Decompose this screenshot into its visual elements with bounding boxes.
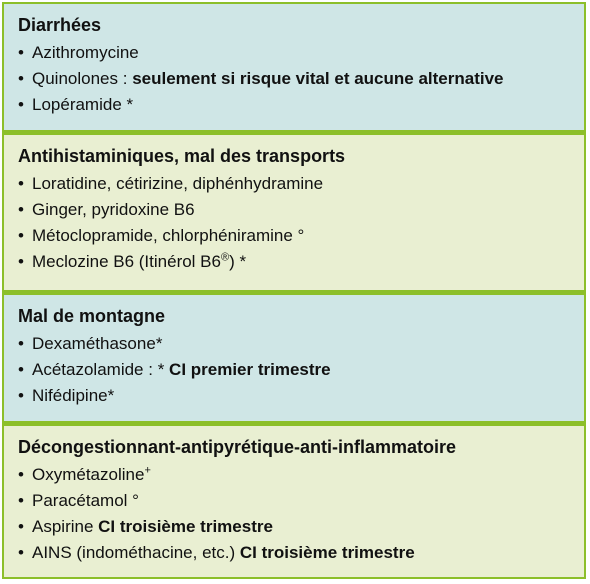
section-decongestionnant	[4, 426, 584, 577]
bullet: •	[18, 543, 24, 562]
item-text: Quinolones :	[32, 69, 133, 88]
bullet: •	[18, 386, 24, 405]
bullet: •	[18, 95, 24, 114]
bullet: •	[18, 334, 24, 353]
drug-table	[2, 2, 586, 579]
item-bold-text: CI troisième trimestre	[98, 517, 273, 536]
item-text: AINS (indométhacine, etc.)	[32, 543, 240, 562]
list-item	[18, 249, 584, 275]
list-item	[18, 66, 584, 92]
item-mark: °	[297, 226, 305, 245]
section-title: Mal de montagne	[18, 306, 166, 326]
bullet: •	[18, 43, 24, 62]
bullet: •	[18, 226, 24, 245]
section-diarrhees	[4, 4, 584, 130]
list-item	[18, 40, 584, 66]
bullet: •	[18, 465, 24, 484]
list-item	[18, 357, 584, 383]
list-item	[18, 540, 584, 566]
item-text: Meclozine B6 (Itinérol B6	[32, 252, 221, 271]
item-text: Lopéramide	[32, 95, 122, 114]
item-mark: °	[132, 491, 139, 510]
list-item	[18, 462, 584, 488]
item-bold-text: CI troisième trimestre	[239, 543, 415, 562]
bullet: •	[18, 69, 24, 88]
bullet: •	[18, 360, 24, 379]
section-title: Diarrhées	[18, 15, 102, 35]
list-item	[18, 383, 584, 409]
list-item	[18, 92, 584, 118]
list-item	[18, 331, 584, 357]
item-mark: *	[155, 334, 163, 353]
list-item	[18, 197, 584, 223]
item-bold-text: CI premier trimestre	[164, 360, 331, 379]
registered-mark: ®	[220, 251, 230, 264]
item-bold-text: seulement si risque vital et aucune alternative	[132, 69, 504, 88]
section-title: Décongestionnant-antipyrétique-anti-inflammatoire	[18, 437, 457, 457]
item-text: Nifédipine	[32, 386, 108, 405]
section-mal-de-montagne	[4, 295, 584, 421]
list-item	[18, 488, 584, 514]
section-title: Antihistaminiques, mal des transports	[18, 146, 346, 166]
item-mark: *	[126, 95, 134, 114]
plus-mark: +	[144, 464, 151, 477]
item-text: Aspirine	[32, 517, 99, 536]
item-text: Dexaméthasone	[32, 334, 156, 353]
item-text: Métoclopramide, chlorphéniramine	[32, 226, 293, 245]
item-mark: *	[107, 386, 115, 405]
list-item	[18, 514, 584, 540]
bullet: •	[18, 491, 24, 510]
item-text: Acétazolamide :	[32, 360, 158, 379]
bullet: •	[18, 200, 24, 219]
bullet: •	[18, 174, 24, 193]
bullet: •	[18, 517, 24, 536]
item-after: ) *	[229, 252, 247, 271]
section-antihistaminiques	[4, 135, 584, 290]
bullet: •	[18, 252, 24, 271]
item-text: Paracétamol	[32, 491, 128, 510]
list-item	[18, 223, 584, 249]
list-item	[18, 171, 584, 197]
item-text: Loratidine, cétirizine, diphénhydramine	[32, 174, 324, 193]
item-text: Ginger, pyridoxine B6	[32, 200, 195, 219]
item-mark: *	[157, 360, 165, 379]
item-text: Azithromycine	[32, 43, 139, 62]
item-text: Oxymétazoline	[32, 465, 145, 484]
